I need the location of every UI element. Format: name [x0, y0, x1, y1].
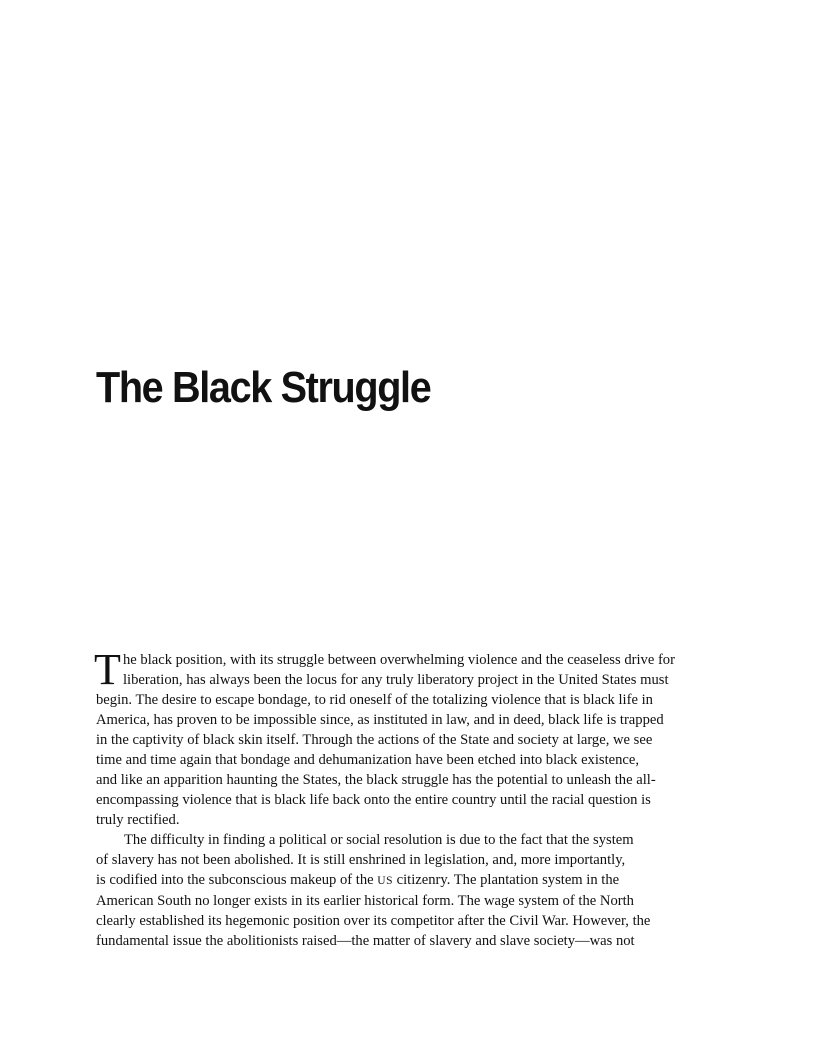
paragraph-1-line: begin. The desire to escape bondage, to rid oneself of the totalizing violence that is black life in: [96, 692, 653, 708]
paragraph-2-text: citizenry. The plantation system in the: [392, 872, 620, 888]
drop-cap: T: [94, 645, 121, 694]
us-abbreviation: US: [377, 875, 393, 887]
paragraph-2-line: American South no longer exists in its earlier historical form. The wage system of the North: [96, 893, 634, 909]
paragraph-1-line: time and time again that bondage and dehumanization have been etched into black existence,: [96, 752, 640, 768]
paragraph-2-line: of slavery has not been abolished. It is still enshrined in legislation, and, more importantly,: [96, 852, 626, 868]
paragraph-1-line: encompassing violence that is black life back onto the entire country until the racial question is: [96, 792, 651, 808]
paragraph-2-line: clearly established its hegemonic position over its competitor after the Civil War. However, the: [96, 913, 651, 929]
paragraph-1-line: liberation, has always been the locus for any truly liberatory project in the United States must: [123, 672, 669, 688]
body-text: [94, 645, 726, 951]
paragraph-1-line: and like an apparition haunting the States, the black struggle has the potential to unleash the all-: [96, 772, 656, 788]
paragraph-2-line: fundamental issue the abolitionists raised—the matter of slavery and slave society—was not: [96, 933, 635, 949]
paragraph-2-line: The difficulty in finding a political or social resolution is due to the fact that the system: [124, 832, 634, 848]
paragraph-1-line: America, has proven to be impossible since, as instituted in law, and in deed, black life is trapped: [96, 712, 664, 728]
paragraph-1-line: in the captivity of black skin itself. Through the actions of the State and society at large, we see: [96, 732, 653, 748]
paragraph-2-text: is codified into the subconscious makeup of the: [96, 872, 378, 888]
paragraph-1-line: truly rectified.: [96, 812, 180, 828]
chapter-title: The Black Struggle: [96, 363, 431, 412]
paragraph-1-line: he black position, with its struggle between overwhelming violence and the ceaseless drive for: [123, 652, 675, 668]
paragraph-2-line: [96, 870, 726, 891]
